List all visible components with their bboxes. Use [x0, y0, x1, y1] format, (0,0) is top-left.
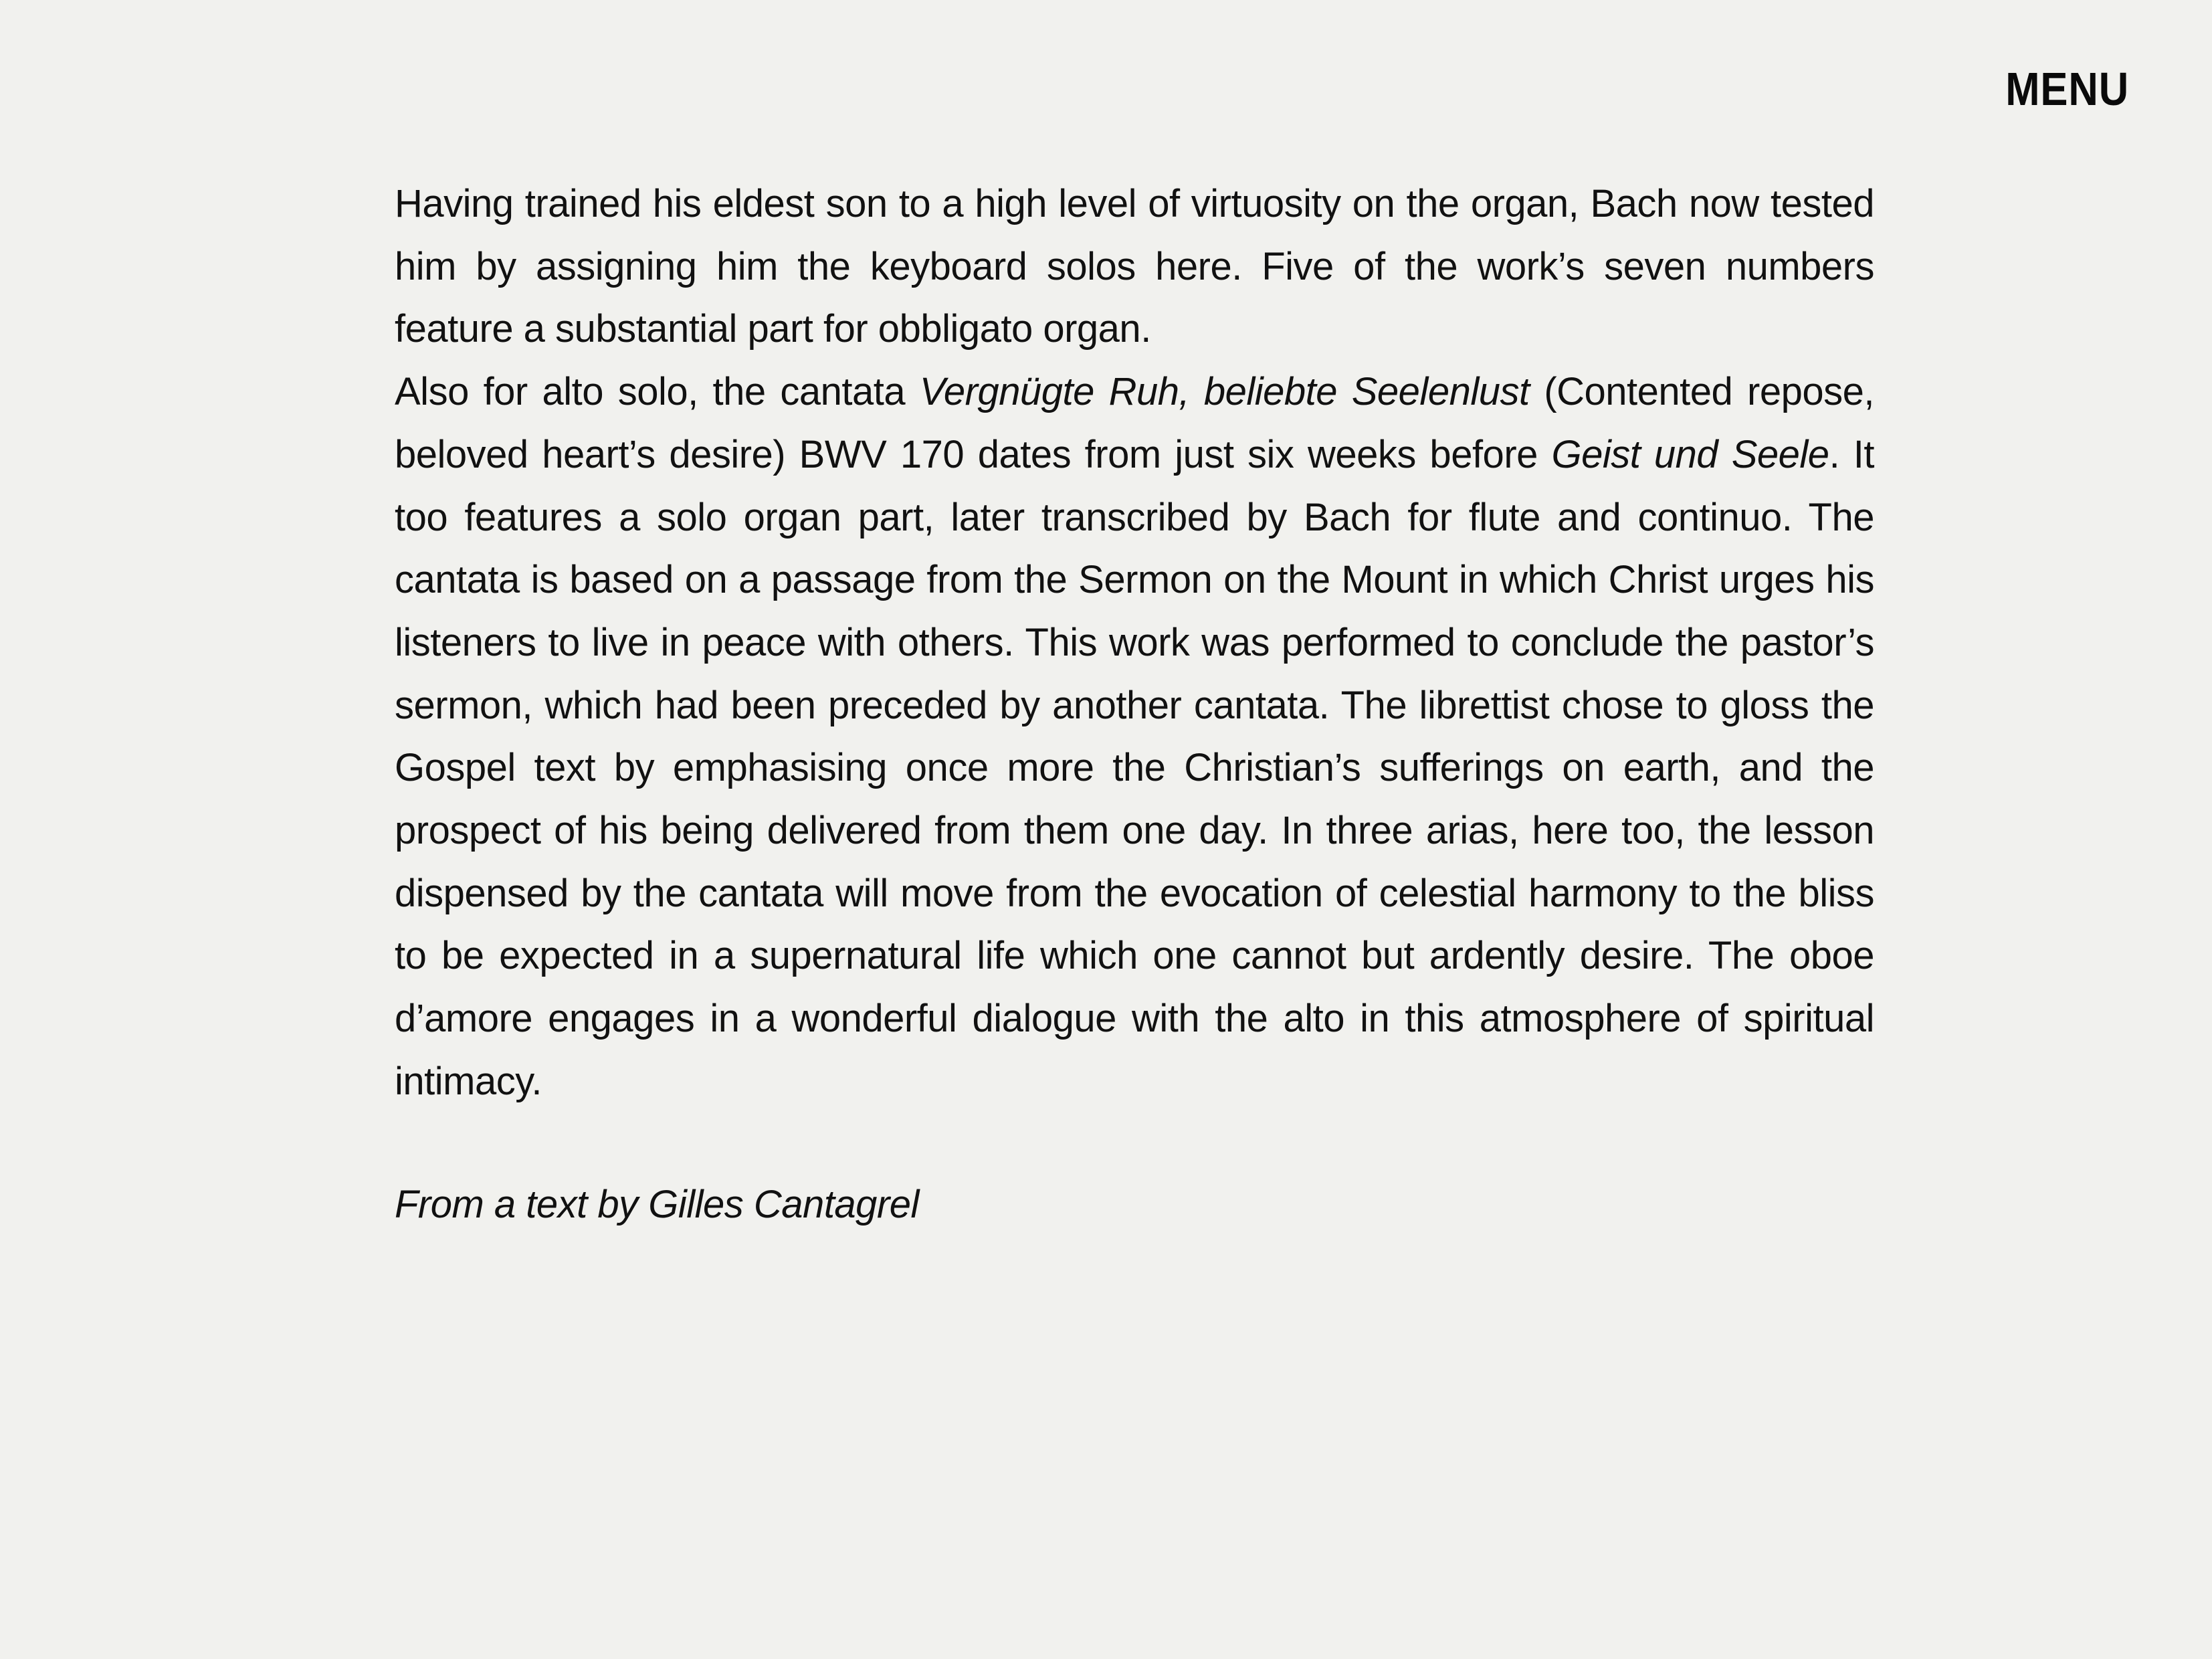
paragraph-2-lead: Also for alto solo, the cantata	[395, 370, 920, 414]
cantata-title-bwv170: Vergnügte Ruh, beliebte Seelenlust	[919, 370, 1530, 414]
article-paragraph-1: Having trained his eldest son to a high level of virtuosity on the organ, Bach now tested him by assigning him the keyboard solos here. Five of the work’s seven numbers feature a substantial part for obbligato organ.	[395, 182, 1874, 351]
article-body	[395, 173, 1874, 1236]
cantata-title-geist-und-seele: Geist und Seele	[1551, 432, 1829, 476]
article-credit: From a text by Gilles Cantagrel	[395, 1182, 919, 1226]
menu-button[interactable]: MENU	[2005, 63, 2129, 115]
paragraph-2-mid: (Contented repose, beloved heart’s desire) BWV 170 dates from just six weeks before	[395, 370, 1874, 476]
paragraph-2-rest: . It too features a solo organ part, later transcribed by Bach for flute and continuo. The cantata is based on a passage from the Sermon on the Mount in which Christ urges his listeners to live in peace with others. This work was performed to conclude the pastor’s sermon, which had been preceded by another cantata. The librettist chose to gloss the Gospel text by emphasising once more the Christian’s sufferings on earth, and the prospect of his being delivered from them one day. In three arias, here too, the lesson dispensed by the cantata will move from the evocation of celestial harmony to the bliss to be expected in a supernatural life which one cannot but ardently desire. The oboe d’amore engages in a wonderful dialogue with the alto in this atmosphere of spiritual intimacy.	[395, 432, 1874, 1103]
article-paragraph-2	[395, 361, 1874, 1112]
